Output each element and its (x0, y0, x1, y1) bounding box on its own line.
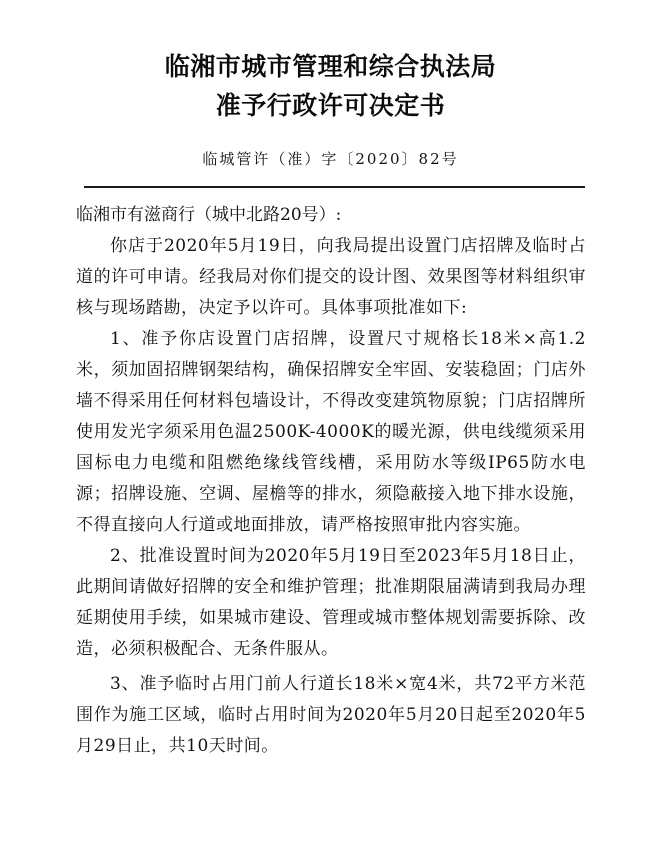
document-number: 临城管许（准）字〔2020〕82号 (202, 150, 459, 168)
document-body (76, 200, 586, 762)
intro-paragraph: 你店于2020年5月19日，向我局提出设置门店招牌及临时占道的许可申请。经我局对你们提交的设计图、效果图等材料组织审核与现场踏勘，决定予以许可。具体事项批准如下: (76, 236, 586, 318)
item-2-paragraph: 2、批准设置时间为2020年5月19日至2023年5月18日止，此期间请做好招牌的安全和维护管理；批准期限届满请到我局办理延期使用手续，如果城市建设、管理或城市整体规划需要拆除、改造，必须积极配合、无条件服从。 (76, 546, 586, 659)
header-divider (84, 186, 585, 188)
document-title-line2: 准予行政许可决定书 (215, 91, 446, 120)
addressee: 临湘市有滋商行（城中北路20号）: (76, 205, 342, 225)
document-title-line1: 临湘市城市管理和综合执法局 (164, 52, 497, 81)
item-3-paragraph: 3、准予临时占用门前人行道长18米×宽4米，共72平方米范围作为施工区域，临时占用时间为2020年5月20日起至2020年5月29日止，共10天时间。 (76, 674, 586, 756)
item-1-paragraph: 1、准予你店设置门店招牌，设置尺寸规格长18米×高1.2米，须加固招牌钢架结构，确保招牌安全牢固、安装稳固；门店外墙不得采用任何材料包墙设计，不得改变建筑物原貌；门店招牌所使用发光字须采用色温2500K-4000K的暖光源，供电线缆须采用国标电力电缆和阻燃绝缘线管线槽，采用防水等级IP65防水电源；招牌设施、空调、屋檐等的排水，须隐蔽接入地下排水设施，不得直接向人行道或地面排放，请严格按照审批内容实施。 (76, 329, 586, 535)
